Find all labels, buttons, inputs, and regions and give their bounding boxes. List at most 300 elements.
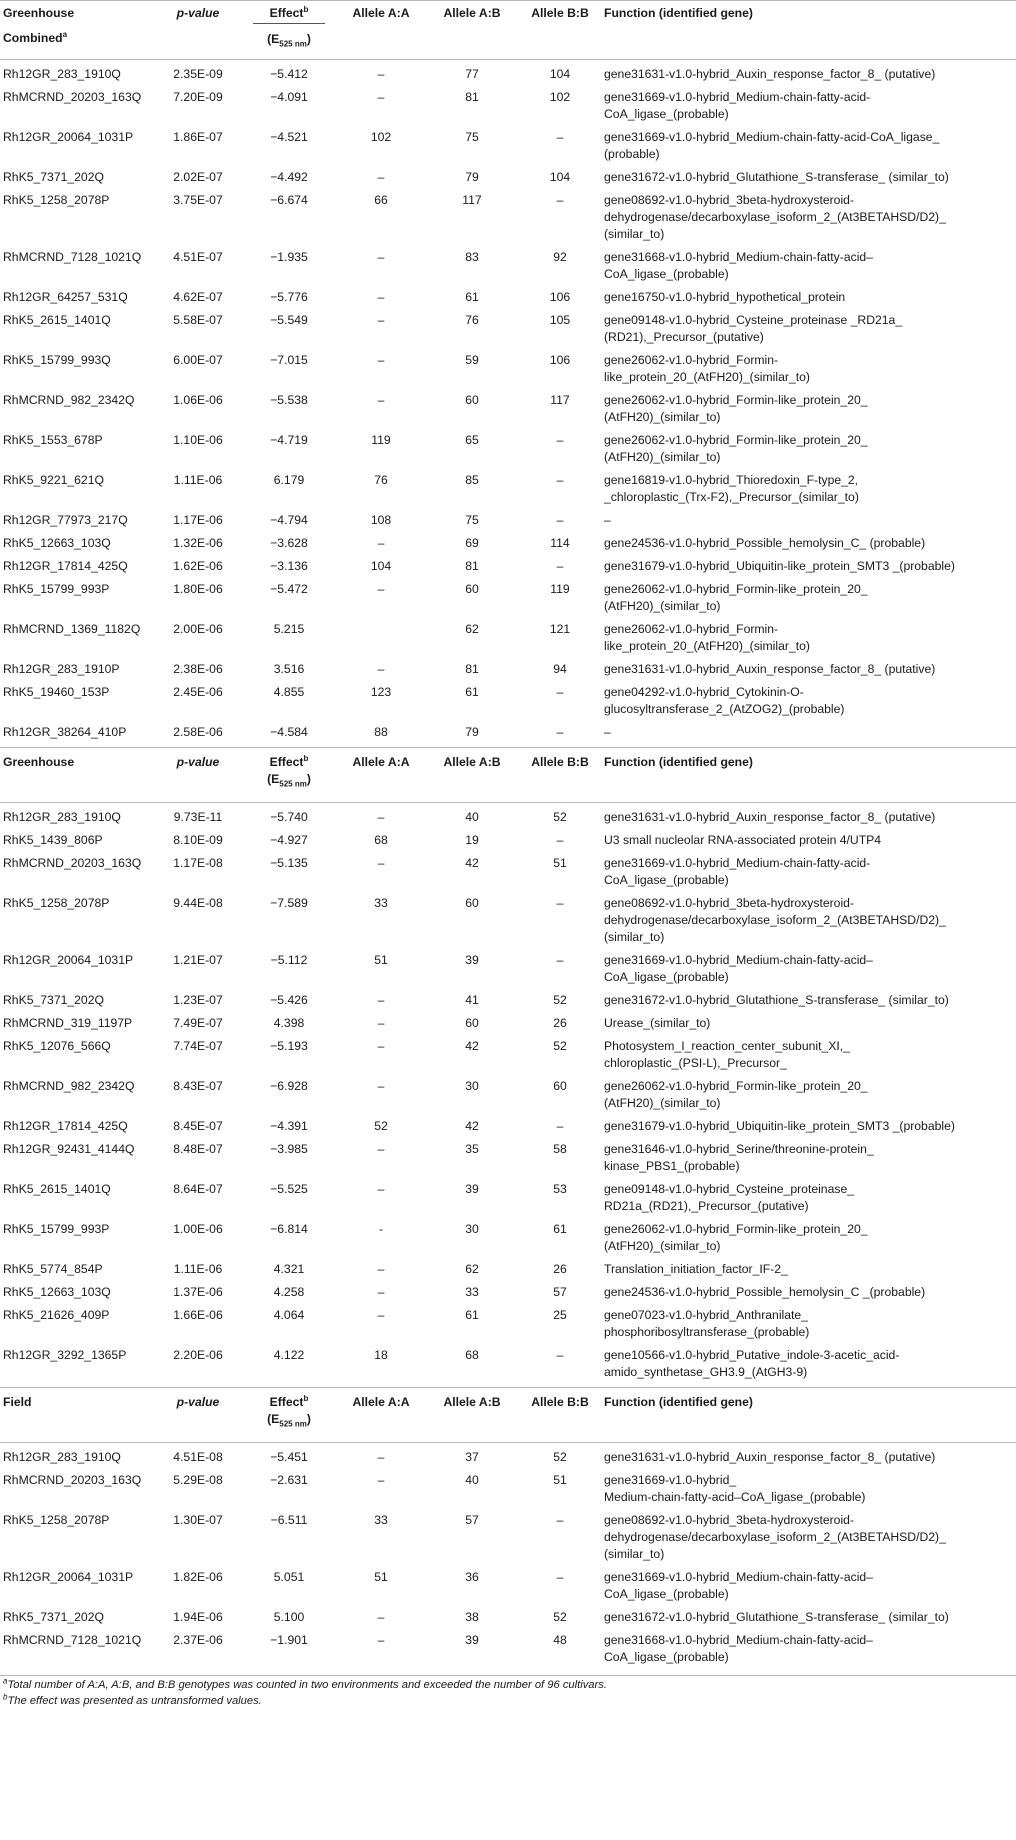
effect-cell: −4.584 (270, 725, 308, 739)
effect-cell: −5.412 (270, 67, 308, 81)
table-row (0, 718, 1016, 741)
pvalue-cell: 2.58E-06 (173, 725, 223, 739)
allele-aa-cell: 123 (370, 685, 392, 699)
effect-cell: −5.472 (270, 582, 308, 596)
col-header-marker (0, 748, 152, 803)
table-row (0, 1341, 1016, 1381)
function-line: gene31672-v1.0-hybrid_Glutathione_S-transferase_ (similar_to) (604, 993, 949, 1007)
pvalue-cell: 8.10E-09 (173, 833, 223, 847)
allele-aa-cell (334, 615, 428, 655)
function-line: amido_synthetase_GH3.9_(AtGH3-9) (604, 1365, 808, 1379)
pvalue-cell: 2.00E-06 (173, 622, 223, 636)
allele-bb-cell: 119 (550, 582, 570, 596)
effect-cell: −3.985 (270, 1142, 308, 1156)
function-header-label: Function (identified gene) (604, 6, 753, 20)
pvalue-cell: 5.58E-07 (173, 313, 223, 327)
allele-aa-cell: – (377, 170, 385, 184)
function-cell (604, 1112, 1016, 1135)
function-cell (604, 83, 1016, 123)
pvalue-cell: 1.00E-06 (173, 1222, 223, 1236)
allele-aa-cell: – (377, 90, 385, 104)
function-line: (similar_to) (604, 930, 665, 944)
allele-bb-cell: 51 (553, 1473, 567, 1487)
table-row (0, 306, 1016, 346)
effect-cell: −1.935 (270, 250, 308, 264)
table-row (0, 1603, 1016, 1626)
effect-unit-open: (E (267, 1412, 280, 1426)
allele-aa-cell: – (377, 290, 385, 304)
effect-cell: −5.135 (270, 856, 308, 870)
allele-bb-cell: – (556, 1513, 564, 1527)
pvalue-cell: 6.00E-07 (173, 353, 223, 367)
effect-cell: −6.674 (270, 193, 308, 207)
marker-cell: RhK5_1553_678P (3, 433, 103, 447)
allele-ab-cell: 79 (465, 170, 479, 184)
allele-ab-cell: 62 (465, 1262, 479, 1276)
pvalue-cell: 1.23E-07 (173, 993, 223, 1007)
table-row (0, 575, 1016, 615)
section-title: Greenhouse (3, 6, 75, 20)
pvalue-cell: 1.32E-06 (173, 536, 223, 550)
col-header-effect (244, 1388, 334, 1443)
pvalue-cell: 3.75E-07 (173, 193, 223, 207)
effect-cell: −4.091 (270, 90, 308, 104)
function-line: – (604, 513, 611, 527)
allele-aa-cell: – (377, 993, 385, 1007)
allele-aa-cell: 108 (370, 513, 392, 527)
pvalue-cell: 1.82E-06 (173, 1570, 223, 1584)
effect-cell: −7.015 (270, 353, 308, 367)
marker-cell: RhK5_7371_202Q (3, 1610, 104, 1624)
allele-ab-cell: 41 (465, 993, 479, 1007)
allele-aa-cell: – (377, 393, 385, 407)
marker-cell: RhK5_12076_566Q (3, 1039, 111, 1053)
effect-cell: 5.215 (273, 622, 305, 636)
marker-cell: RhMCRND_20203_163Q (3, 1473, 142, 1487)
pvalue-cell: 8.64E-07 (173, 1182, 223, 1196)
effect-cell: −3.628 (270, 536, 308, 550)
table-row (0, 529, 1016, 552)
section-header-row (0, 1388, 1016, 1443)
function-line: CoA_ligase_(probable) (604, 970, 729, 984)
allele-bb-cell: – (556, 193, 564, 207)
allele-ab-cell: 59 (465, 353, 479, 367)
function-cell (604, 123, 1016, 163)
col-header-allele-bb-label: Allele B:B (531, 6, 589, 20)
allele-ab-cell: 61 (465, 685, 479, 699)
function-line: Translation_initiation_factor_IF-2_ (604, 1262, 788, 1276)
allele-aa-cell: – (377, 67, 385, 81)
function-line: gene09148-v1.0-hybrid_Cysteine_proteinase_ (604, 1182, 855, 1196)
function-cell (604, 506, 1016, 529)
effect-cell: −5.740 (270, 810, 308, 824)
allele-aa-cell: – (377, 536, 385, 550)
function-line: (AtFH20)_(similar_to) (604, 410, 721, 424)
function-cell (604, 1563, 1016, 1603)
function-cell (604, 986, 1016, 1009)
function-line: gene31679-v1.0-hybrid_Ubiquitin-like_protein_SMT3 _(probable) (604, 1119, 955, 1133)
effect-cell: −4.719 (270, 433, 308, 447)
pvalue-cell: 1.11E-06 (173, 473, 223, 487)
allele-bb-cell: 58 (553, 1142, 567, 1156)
function-line: gene26062-v1.0-hybrid_Formin-like_protein_20_ (604, 433, 868, 447)
col-header-allele-ab (428, 1, 516, 60)
marker-cell: RhMCRND_20203_163Q (3, 856, 142, 870)
allele-ab-cell: 42 (465, 1119, 479, 1133)
effect-cell: −7.589 (270, 896, 308, 910)
effect-header-label (270, 1395, 309, 1409)
allele-aa-cell: 104 (370, 559, 392, 573)
function-line: like_protein_20_(AtFH20)_(similar_to) (604, 370, 810, 384)
marker-cell: RhK5_1258_2078P (3, 896, 110, 910)
allele-bb-cell: – (556, 896, 564, 910)
marker-cell: RhK5_9221_621Q (3, 473, 104, 487)
allele-aa-cell: 102 (370, 130, 392, 144)
function-line: (AtFH20)_(similar_to) (604, 1239, 721, 1253)
function-cell (604, 60, 1016, 84)
pvalue-cell: 7.74E-07 (173, 1039, 223, 1053)
allele-bb-cell: 26 (553, 1016, 567, 1030)
marker-cell: Rh12GR_283_1910P (3, 662, 120, 676)
marker-cell: Rh12GR_92431_4144Q (3, 1142, 135, 1156)
marker-cell: RhK5_7371_202Q (3, 170, 104, 184)
marker-cell: RhK5_15799_993P (3, 582, 110, 596)
function-line: phosphoribosyltransferase_(probable) (604, 1325, 810, 1339)
pvalue-cell: 8.45E-07 (173, 1119, 223, 1133)
combined-footnote-mark: a (62, 29, 68, 39)
function-line: gene26062-v1.0-hybrid_Formin-like_protein_20_ (604, 1079, 868, 1093)
allele-ab-cell: 30 (465, 1079, 479, 1093)
allele-ab-cell: 35 (465, 1142, 479, 1156)
function-line: – (604, 725, 611, 739)
effect-cell: 5.100 (273, 1610, 305, 1624)
function-line: kinase_PBS1_(probable) (604, 1159, 740, 1173)
function-cell (604, 1215, 1016, 1255)
footnote-a: $^a$Total number of A:A, A:B, and B:B genotypes was counted in two environments and exceeded the number of 96 cultivars. (3, 1676, 607, 1691)
effect-cell: −5.525 (270, 1182, 308, 1196)
function-line: dehydrogenase/decarboxylase_isoform_2_(At3BETAHSD/D2)_ (604, 210, 946, 224)
function-line: CoA_ligase_(probable) (604, 873, 729, 887)
col-header-allele-aa-label: Allele A:A (352, 1395, 410, 1409)
function-line: gene31669-v1.0-hybrid_Medium-chain-fatty-acid– (604, 953, 873, 967)
table-row (0, 346, 1016, 386)
allele-bb-cell: – (556, 1570, 564, 1584)
function-cell (604, 529, 1016, 552)
table-row (0, 1626, 1016, 1666)
function-cell (604, 718, 1016, 741)
function-cell (604, 1255, 1016, 1278)
effect-unit-close: ) (306, 1412, 311, 1426)
function-line: (AtFH20)_(similar_to) (604, 1096, 721, 1110)
allele-aa-cell: – (377, 353, 385, 367)
allele-bb-cell: 105 (549, 313, 571, 327)
function-cell (604, 1626, 1016, 1666)
pvalue-cell: 1.86E-07 (173, 130, 223, 144)
function-cell (604, 1278, 1016, 1301)
col-header-function (604, 748, 1016, 803)
function-cell (604, 1603, 1016, 1626)
pvalue-cell: 8.43E-07 (173, 1079, 223, 1093)
pvalue-cell: 4.62E-07 (173, 290, 223, 304)
marker-cell: RhMCRND_319_1197P (3, 1016, 133, 1030)
table-row (0, 889, 1016, 946)
table-row (0, 1009, 1016, 1032)
function-line: CoA_ligase_(probable) (604, 107, 729, 121)
allele-ab-cell: 75 (465, 130, 479, 144)
effect-footnote-mark: b (303, 4, 309, 14)
allele-ab-cell: 42 (465, 1039, 479, 1053)
allele-bb-cell: 57 (553, 1285, 567, 1299)
marker-cell: RhK5_1439_806P (3, 833, 103, 847)
function-line: RD21a_(RD21),_Precursor_(putative) (604, 1199, 809, 1213)
function-line: gene31631-v1.0-hybrid_Auxin_response_factor_8_ (putative) (604, 1450, 936, 1464)
allele-aa-cell: – (377, 856, 385, 870)
function-line: gene26062-v1.0-hybrid_Formin- (604, 622, 779, 636)
allele-ab-cell: 40 (465, 810, 479, 824)
section-header-row (0, 748, 1016, 803)
function-cell (604, 426, 1016, 466)
function-line: gene31668-v1.0-hybrid_Medium-chain-fatty-acid– (604, 1633, 873, 1647)
effect-header-text: Effect (269, 1395, 304, 1409)
pvalue-cell: 2.38E-06 (173, 662, 223, 676)
effect-cell: −6.814 (270, 1222, 308, 1236)
allele-bb-cell: 106 (549, 290, 571, 304)
table-row (0, 826, 1016, 849)
col-header-allele-aa (334, 748, 428, 803)
allele-aa-cell: – (377, 1633, 385, 1647)
allele-ab-cell: 79 (465, 725, 479, 739)
allele-ab-cell: 36 (465, 1570, 479, 1584)
function-line: gene09148-v1.0-hybrid_Cysteine_proteinase _RD21a_ (604, 313, 903, 327)
allele-bb-cell: 52 (553, 1039, 567, 1053)
allele-ab-cell: 42 (465, 856, 479, 870)
pvalue-cell: 8.48E-07 (173, 1142, 223, 1156)
marker-cell: RhMCRND_1369_1182Q (3, 622, 141, 636)
effect-cell: −4.521 (270, 130, 308, 144)
col-header-allele-aa-label: Allele A:A (352, 755, 410, 769)
effect-cell: 4.855 (273, 685, 305, 699)
allele-bb-cell: 52 (553, 993, 567, 1007)
marker-cell: Rh12GR_283_1910Q (3, 1450, 121, 1464)
col-header-effect (244, 1, 334, 60)
table-row (0, 243, 1016, 283)
function-line: Medium-chain-fatty-acid–CoA_ligase_(probable) (604, 1490, 866, 1504)
function-line: gene31669-v1.0-hybrid_ (604, 1473, 737, 1487)
allele-ab-cell: 83 (465, 250, 479, 264)
allele-ab-cell: 60 (465, 393, 479, 407)
table-bottom-rule (0, 1675, 1016, 1676)
pvalue-cell: 1.94E-06 (173, 1610, 223, 1624)
allele-ab-cell: 81 (465, 662, 479, 676)
function-line: gene31679-v1.0-hybrid_Ubiquitin-like_protein_SMT3 _(probable) (604, 559, 955, 573)
function-line: gene31646-v1.0-hybrid_Serine/threonine-protein_ (604, 1142, 874, 1156)
effect-cell: −6.511 (270, 1513, 308, 1527)
function-cell (604, 575, 1016, 615)
allele-ab-cell: 65 (465, 433, 479, 447)
allele-aa-cell: 119 (371, 433, 391, 447)
effect-unit-open: (E (267, 32, 280, 46)
marker-cell: RhK5_19460_153P (3, 685, 110, 699)
function-line: gene26062-v1.0-hybrid_Formin-like_protein_20_ (604, 393, 868, 407)
table-row (0, 1032, 1016, 1072)
function-line: gene31631-v1.0-hybrid_Auxin_response_factor_8_ (putative) (604, 662, 936, 676)
marker-cell: RhMCRND_20203_163Q (3, 90, 142, 104)
function-cell (604, 826, 1016, 849)
allele-aa-cell: 88 (374, 725, 388, 739)
function-cell (604, 1341, 1016, 1381)
allele-aa-cell: – (377, 1473, 385, 1487)
allele-bb-cell: – (556, 725, 564, 739)
effect-unit (244, 31, 334, 48)
effect-unit-sub: 525 nm (279, 779, 307, 789)
allele-aa-cell: – (377, 1016, 385, 1030)
allele-aa-cell: – (377, 1610, 385, 1624)
table-row (0, 1175, 1016, 1215)
section-title: Field (3, 1395, 32, 1409)
function-line: CoA_ligase_(probable) (604, 1650, 729, 1664)
marker-cell: RhK5_2615_1401Q (3, 313, 111, 327)
col-header-allele-aa-label: Allele A:A (352, 6, 410, 20)
function-cell (604, 803, 1016, 827)
allele-ab-cell: 81 (465, 559, 479, 573)
allele-bb-cell: 102 (549, 90, 571, 104)
function-line: glucosyltransferase_2_(AtZOG2)_(probable) (604, 702, 845, 716)
effect-cell: −6.928 (270, 1079, 308, 1093)
function-line: gene07023-v1.0-hybrid_Anthranilate_ (604, 1308, 808, 1322)
table-row (0, 466, 1016, 506)
col-header-allele-bb (516, 1, 604, 60)
effect-cell: −5.112 (270, 953, 308, 967)
function-cell (604, 186, 1016, 243)
effect-cell: −5.549 (270, 313, 308, 327)
allele-aa-cell: – (377, 662, 385, 676)
allele-aa-cell: – (377, 1285, 385, 1299)
effect-cell: −5.451 (270, 1450, 308, 1464)
table-row (0, 1135, 1016, 1175)
function-line: gene31669-v1.0-hybrid_Medium-chain-fatty-acid- (604, 856, 871, 870)
allele-ab-cell: 39 (465, 1633, 479, 1647)
col-header-allele-bb-label: Allele B:B (531, 1395, 589, 1409)
col-header-allele-ab (428, 1388, 516, 1443)
col-header-allele-ab-label: Allele A:B (443, 1395, 501, 1409)
effect-unit-sub: 525 nm (279, 1419, 307, 1429)
table-row (0, 426, 1016, 466)
marker-cell: Rh12GR_64257_531Q (3, 290, 128, 304)
col-header-pvalue (152, 1, 244, 60)
pvalue-cell: 1.37E-06 (173, 1285, 223, 1299)
allele-ab-cell: 30 (465, 1222, 479, 1236)
pvalue-cell: 1.11E-06 (173, 1262, 223, 1276)
allele-bb-cell: 51 (553, 856, 567, 870)
pvalue-cell: 9.73E-11 (173, 810, 223, 824)
marker-cell: Rh12GR_283_1910Q (3, 67, 121, 81)
allele-bb-cell: 25 (553, 1308, 567, 1322)
allele-aa-cell: – (377, 313, 385, 327)
effect-unit-close: ) (306, 772, 311, 786)
pvalue-cell: 2.37E-06 (173, 1633, 223, 1647)
effect-cell: −5.538 (270, 393, 308, 407)
allele-ab-cell: 61 (465, 290, 479, 304)
effect-unit-close: ) (306, 32, 311, 46)
allele-bb-cell: – (556, 685, 564, 699)
allele-ab-cell: 60 (465, 582, 479, 596)
col-header-effect (244, 748, 334, 803)
function-line: gene26062-v1.0-hybrid_Formin- (604, 353, 779, 367)
allele-bb-cell: 52 (553, 1610, 567, 1624)
effect-header-label (270, 755, 309, 769)
allele-aa-cell: 33 (374, 896, 388, 910)
function-line: gene31672-v1.0-hybrid_Glutathione_S-transferase_ (similar_to) (604, 1610, 949, 1624)
table-row (0, 552, 1016, 575)
allele-aa-cell: – (377, 1262, 385, 1276)
function-line: _chloroplastic_(Trx-F2),_Precursor_(similar_to) (604, 490, 859, 504)
allele-aa-cell: 51 (374, 953, 388, 967)
table-row (0, 655, 1016, 678)
effect-cell: −4.391 (270, 1119, 308, 1133)
col-header-marker (0, 1, 152, 60)
function-line: gene26062-v1.0-hybrid_Formin-like_protein_20_ (604, 1222, 868, 1236)
function-line: (RD21),_Precursor_(putative) (604, 330, 764, 344)
table-row (0, 803, 1016, 827)
allele-bb-cell: – (556, 433, 564, 447)
function-line: (similar_to) (604, 227, 665, 241)
effect-header-text: Effect (269, 6, 304, 20)
col-header-allele-bb (516, 748, 604, 803)
effect-cell: −5.776 (270, 290, 308, 304)
pvalue-cell: 1.06E-06 (173, 393, 223, 407)
col-header-function (604, 1388, 1016, 1443)
function-cell (604, 889, 1016, 946)
allele-aa-cell: – (377, 1450, 385, 1464)
pvalue-cell: 1.10E-06 (173, 433, 223, 447)
allele-aa-cell: 68 (374, 833, 388, 847)
effect-footnote-mark: b (303, 753, 309, 763)
effect-cell: −5.193 (270, 1039, 308, 1053)
table-row (0, 849, 1016, 889)
marker-cell: RhK5_15799_993P (3, 1222, 110, 1236)
marker-cell: RhMCRND_7128_1021Q (3, 1633, 142, 1647)
function-cell (604, 283, 1016, 306)
allele-bb-cell: – (556, 513, 564, 527)
table-row (0, 1466, 1016, 1506)
col-header-allele-aa (334, 1388, 428, 1443)
allele-bb-cell: 53 (553, 1182, 567, 1196)
table-row (0, 986, 1016, 1009)
allele-aa-cell: – (377, 1039, 385, 1053)
allele-ab-cell: 61 (465, 1308, 479, 1322)
allele-aa-cell: 18 (374, 1348, 388, 1362)
function-line: CoA_ligase_(probable) (604, 267, 729, 281)
function-cell (604, 678, 1016, 718)
allele-ab-cell: 40 (465, 1473, 479, 1487)
table-row (0, 386, 1016, 426)
marker-cell: Rh12GR_20064_1031P (3, 130, 134, 144)
pvalue-header-label: p-value (176, 1395, 220, 1409)
allele-ab-cell: 60 (465, 896, 479, 910)
function-cell (604, 552, 1016, 575)
allele-bb-cell: – (556, 953, 564, 967)
marker-cell: RhK5_5774_854P (3, 1262, 103, 1276)
function-header-label: Function (identified gene) (604, 755, 753, 769)
table-row (0, 60, 1016, 84)
function-line: gene31668-v1.0-hybrid_Medium-chain-fatty-acid– (604, 250, 873, 264)
function-line: gene31631-v1.0-hybrid_Auxin_response_factor_8_ (putative) (604, 810, 936, 824)
effect-cell: 5.051 (273, 1570, 305, 1584)
allele-bb-cell: 104 (549, 170, 571, 184)
pvalue-cell: 1.30E-07 (173, 1513, 223, 1527)
table-row (0, 1443, 1016, 1467)
allele-aa-cell: - (378, 1222, 384, 1236)
